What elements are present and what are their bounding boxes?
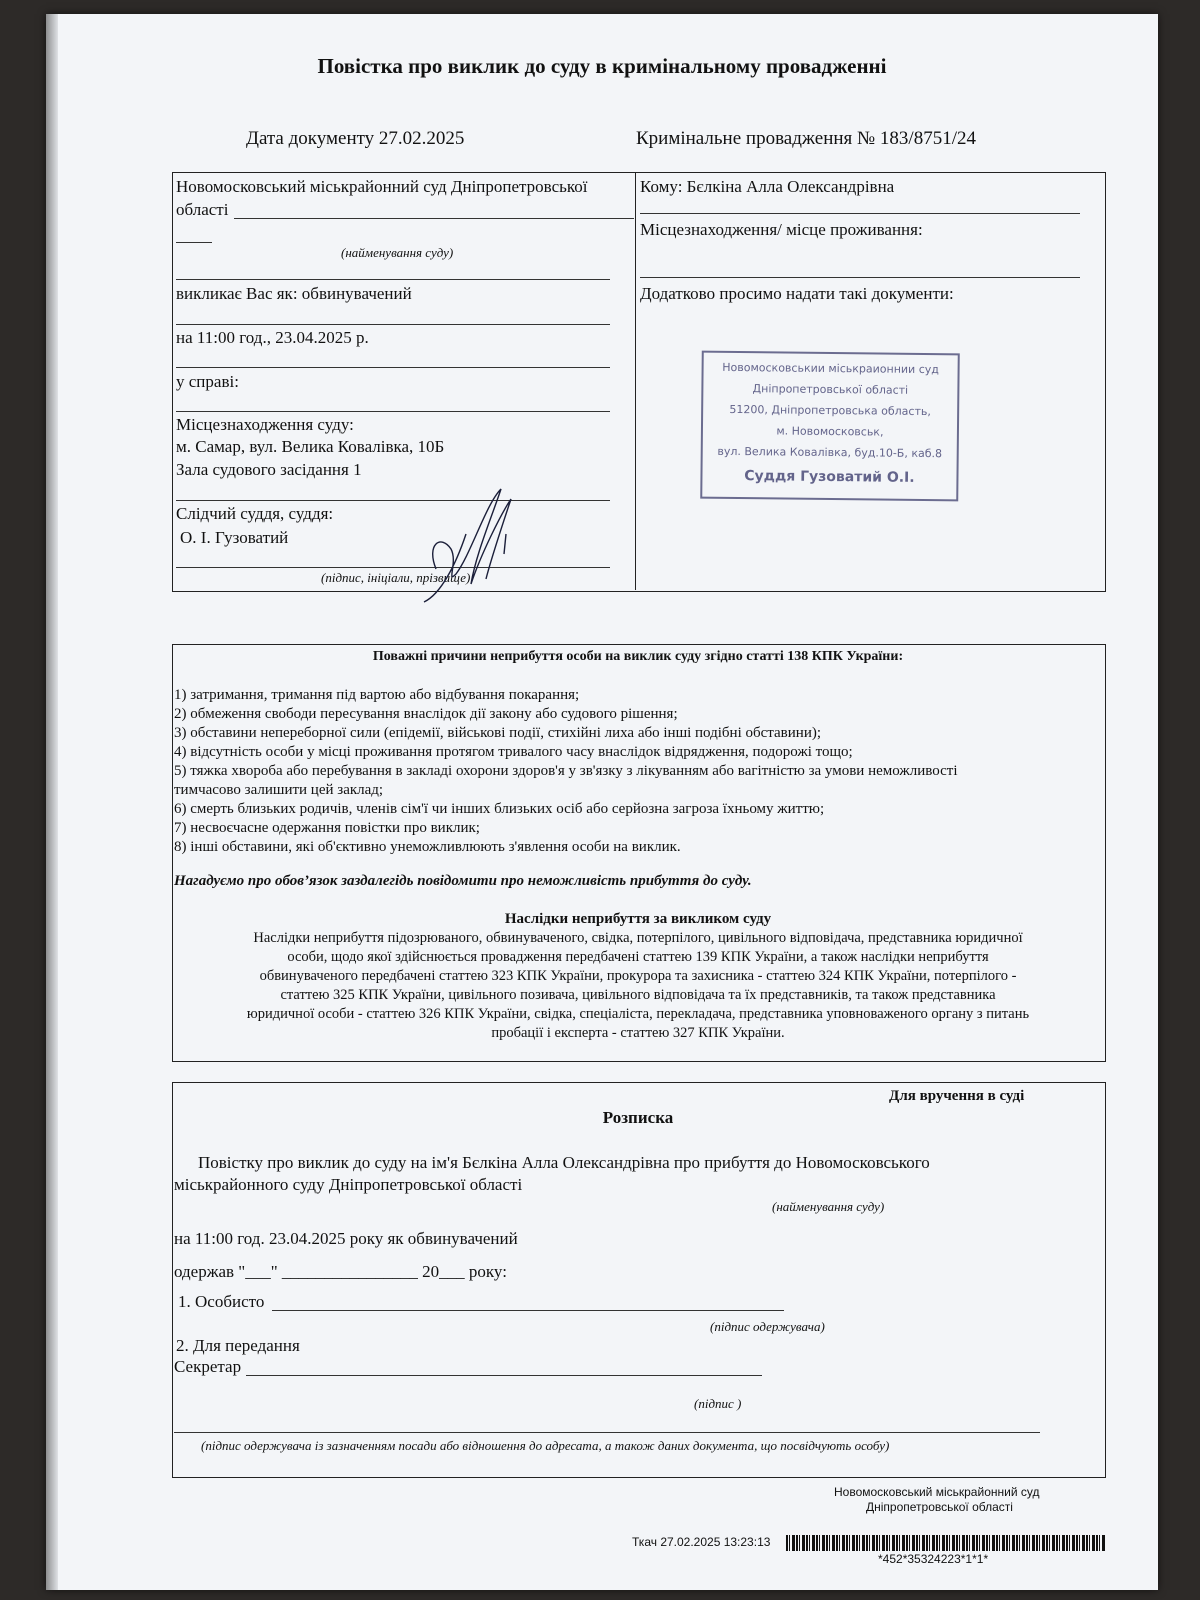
court-address-line-2: Зала судового засідання 1 — [176, 460, 362, 479]
case-number: Кримінальне провадження № 183/8751/24 — [636, 128, 976, 149]
recipient-line: Кому: Бєлкіна Алла Олександрівна — [640, 177, 895, 196]
court-name-underline-2 — [176, 242, 212, 243]
reminder-text: Нагадуємо про обов’язок заздалегідь повідомити про неможливість прибуття до суду. — [174, 873, 752, 889]
for-court-label: Для вручення в суді — [889, 1088, 1025, 1104]
court-name-line-2: області — [176, 200, 229, 219]
for-transfer-label: 2. Для передання — [176, 1336, 300, 1355]
divider-line — [176, 500, 610, 501]
consequences-heading: Наслідки неприбуття за викликом суду — [504, 911, 772, 927]
court-address-line-1: м. Самар, вул. Велика Ковалівка, 10Б — [176, 437, 445, 456]
barcode-text: *452*35324223*1*1* — [878, 1552, 989, 1566]
reasons-heading: Поважні причини неприбуття особи на виклик суду згідно статті 138 КПК України: — [372, 649, 904, 664]
documents-label: Додатково просимо надати такі документи: — [640, 284, 954, 303]
judge-name: О. І. Гузоватий — [180, 528, 289, 547]
consequences-line: Наслідки неприбуття підозрюваного, обвинуваченого, свідка, потерпілого, цивільного відповідача, представника юридичної — [253, 930, 1023, 946]
residence-label: Місцезнаходження/ місце проживання: — [640, 220, 923, 239]
stamp-line: Дніпропетровської області — [752, 382, 909, 397]
court-name-underline — [234, 218, 634, 219]
reason-item: 4) відсутність особи у місці проживання протягом тривалого часу внаслідок відрядження, подорожі тощо; — [174, 744, 853, 760]
recipient-signature-caption: (підпис одержувача) — [710, 1319, 825, 1334]
reason-item: 6) смерть близьких родичів, членів сім'ї чи інших близьких осіб або серйозна загроза їхньому життю; — [174, 801, 825, 817]
personally-label: 1. Особисто — [178, 1292, 265, 1311]
barcode — [786, 1535, 1106, 1551]
recipient-underline — [640, 213, 1080, 214]
reason-item: 3) обставини непереборної сили (епідемії, військові події, стихійні лиха або інші подібні обставини); — [174, 725, 822, 741]
summons-role: викликає Вас як: обвинувачений — [176, 284, 412, 303]
consequences-line: пробації і експерта - статтею 327 КПК України. — [491, 1025, 785, 1041]
handwritten-signature — [416, 474, 526, 604]
signature-line — [176, 567, 610, 568]
stamp-line: 51200, Дніпропетровська область, — [729, 402, 931, 419]
divider-line — [176, 324, 610, 325]
reason-item: 1) затримання, тримання під вартою або відбування покарання; — [174, 687, 580, 703]
reason-item: 7) несвоєчасне одержання повістки про виклик; — [174, 820, 480, 836]
court-location-label: Місцезнаходження суду: — [176, 415, 354, 434]
signature-caption: (підпис, ініціали, прізвище) — [321, 570, 471, 585]
footer-court-line-1: Новомосковський міськрайонний суд — [834, 1485, 1040, 1499]
receipt-text-line-2: міськрайонного суду Дніпропетровської області — [174, 1175, 523, 1194]
print-stamp: Ткач 27.02.2025 13:23:13 — [632, 1535, 771, 1549]
consequences-text — [174, 929, 1102, 1043]
secretary-signature-line — [246, 1375, 762, 1376]
received-date-line: одержав "___" ________________ 20___ року: — [174, 1262, 507, 1281]
receipt-text-line-1: Повістку про виклик до суду на ім'я Бєлкіна Алла Олександрівна про прибуття до Новомосковського — [198, 1153, 930, 1172]
reason-item: тимчасово залишити цей заклад; — [174, 782, 384, 798]
judge-label: Слідчий суддя, суддя: — [176, 504, 334, 523]
secretary-label: Секретар — [174, 1357, 242, 1376]
receipt-datetime: на 11:00 год. 23.04.2025 року як обвинувачений — [174, 1229, 518, 1248]
reason-item: 8) інші обставини, які об'єктивно унеможливлюють з'явлення особи на виклик. — [174, 839, 681, 855]
consequences-line: юридичної особи - статтею 326 КПК України, свідка, спеціаліста, перекладача, представника уповноваженого органу з питань — [246, 1006, 1030, 1022]
summons-details-box — [172, 172, 1106, 592]
reason-item: 2) обмеження свободи пересування внаслідок дії закону або судового рішення; — [174, 706, 678, 722]
residence-underline — [640, 277, 1080, 278]
receipt-bottom-line — [174, 1432, 1040, 1433]
divider-line — [176, 411, 610, 412]
stamp-line: м. Новомосковськ, — [776, 424, 884, 439]
summons-document — [46, 14, 1158, 1590]
court-name-caption: (найменування суду) — [341, 245, 454, 260]
consequences-line: особи, щодо якої здійснюється провадження передбачені статтею 139 КПК України, а також наслідки неприбуття — [287, 949, 989, 965]
stamp-line: вул. Велика Ковалівка, буд.10-Б, каб.8 — [717, 444, 943, 461]
secretary-signature-caption: (підпис ) — [694, 1396, 742, 1411]
personally-signature-line — [272, 1310, 784, 1311]
divider-line — [176, 279, 610, 280]
case-label: у справі: — [176, 372, 239, 391]
column-divider — [635, 172, 636, 590]
divider-line — [176, 367, 610, 368]
consequences-line: статтею 325 КПК України, цивільного позивача, цивільного відповідача та їх представників, та також представника — [280, 987, 996, 1003]
court-name-line-1: Новомосковський міськрайонний суд Дніпропетровської — [176, 177, 588, 196]
consequences-line: обвинуваченого передбачені статтею 323 КПК України, прокурора та захисника - статтею 324 КПК України, потерпілого - — [259, 968, 1017, 984]
reasons-list — [174, 686, 1102, 857]
footer-court-line-2: Дніпропетровської області — [866, 1500, 1013, 1514]
receipt-court-caption: (найменування суду) — [772, 1199, 885, 1214]
receipt-bottom-caption: (підпис одержувача із зазначенням посади або відношення до адресата, а також даних документа, що посвідчують особу) — [201, 1438, 890, 1453]
receipt-heading: Розписка — [602, 1108, 674, 1127]
document-title: Повістка про виклик до суду в кримінальному провадженні — [317, 54, 887, 78]
court-stamp — [700, 351, 960, 502]
stamp-judge: Суддя Гузоватий О.І. — [744, 468, 915, 486]
reason-item: 5) тяжка хвороба або перебування в закладі охорони здоров'я у зв'язку з лікуванням або вагітністю за умови неможливості — [174, 763, 958, 779]
hearing-datetime: на 11:00 год., 23.04.2025 р. — [176, 328, 369, 347]
document-date: Дата документу 27.02.2025 — [246, 128, 465, 149]
stamp-line: Новомосковськии міськраионнии суд — [722, 360, 939, 377]
